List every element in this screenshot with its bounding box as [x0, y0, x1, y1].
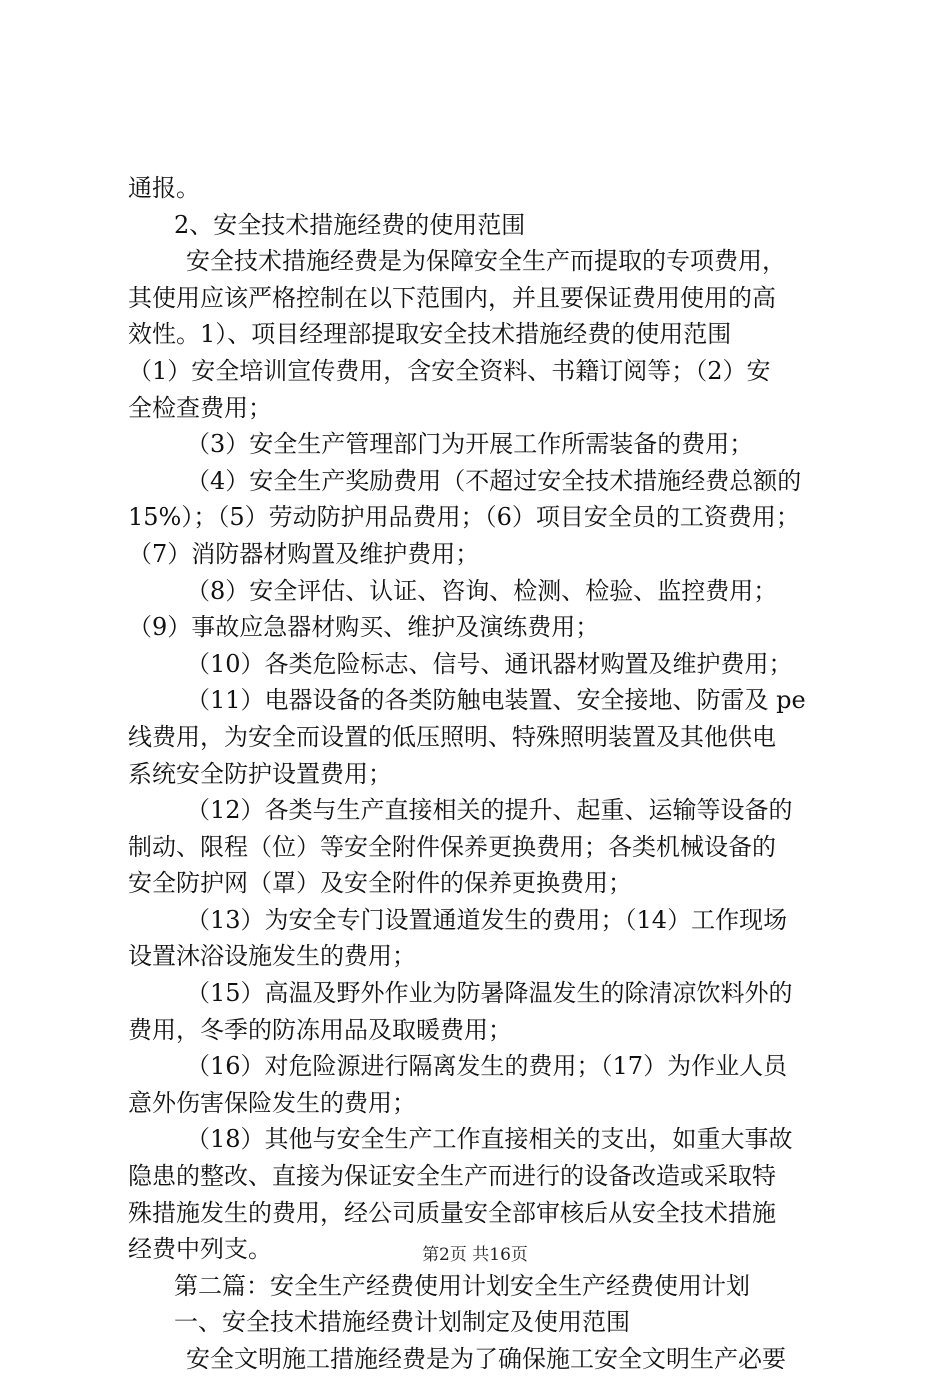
text-line: 经费中列支。 [128, 1235, 272, 1264]
text-line: 意外伤害保险发生的费用； [128, 1088, 416, 1117]
text-line: （1）安全培训宣传费用，含安全资料、书籍订阅等；（2）安 [128, 356, 771, 385]
text-line: 线费用，为安全而设置的低压照明、特殊照明装置及其他供电 [128, 722, 776, 751]
text-line: 15%）；（5）劳动防护用品费用；（6）项目安全员的工资费用； [128, 503, 800, 532]
text-line: 隐患的整改、直接为保证安全生产而进行的设备改造或采取特 [128, 1162, 776, 1191]
text-line: （15）高温及野外作业为防暑降温发生的除清凉饮料外的 [186, 979, 793, 1008]
text-line: 其使用应该严格控制在以下范围内，并且要保证费用使用的高 [128, 283, 776, 312]
text-line: 殊措施发生的费用，经公司质量安全部审核后从安全技术措施 [128, 1198, 776, 1227]
section-heading: 一、安全技术措施经费计划制定及使用范围 [174, 1308, 630, 1337]
text-line: （13）为安全专门设置通道发生的费用；（14）工作现场 [186, 905, 788, 934]
text-line: （7）消防器材购置及维护费用； [128, 539, 480, 568]
text-line: 费用，冬季的防冻用品及取暖费用； [128, 1015, 512, 1044]
document-body [128, 170, 838, 1378]
text-line: （10）各类危险标志、信号、通讯器材购置及维护费用； [186, 649, 793, 678]
text-line: 制动、限程（位）等安全附件保养更换费用；各类机械设备的 [128, 832, 776, 861]
text-line: （8）安全评估、认证、咨询、检测、检验、监控费用； [186, 576, 778, 605]
text-line: 安全防护网（罩）及安全附件的保养更换费用； [128, 869, 632, 898]
text-line: 通报。 [128, 174, 200, 202]
text-line: （16）对危险源进行隔离发生的费用；（17）为作业人员 [186, 1052, 788, 1081]
text-line: 全检查费用； [128, 393, 272, 422]
text-line: （11）电器设备的各类防触电装置、安全接地、防雷及 pe [186, 686, 806, 715]
text-line: 安全文明施工措施经费是为了确保施工安全文明生产必要 [186, 1345, 786, 1373]
text-line: 安全技术措施经费是为保障安全生产而提取的专项费用， [186, 247, 786, 276]
chapter-heading: 第二篇：安全生产经费使用计划安全生产经费使用计划 [174, 1271, 750, 1300]
page-number-footer: 第2页 共16页 [422, 1245, 528, 1265]
text-line: （9）事故应急器材购买、维护及演练费用； [128, 613, 600, 642]
text-line: （4）安全生产奖励费用（不超过安全技术措施经费总额的 [186, 466, 802, 495]
text-line: 设置沐浴设施发生的费用； [128, 942, 416, 971]
text-line: 系统安全防护设置费用； [128, 759, 392, 788]
text-line: （3）安全生产管理部门为开展工作所需装备的费用； [186, 430, 754, 459]
text-line: （12）各类与生产直接相关的提升、起重、运输等设备的 [186, 796, 793, 825]
text-line: （18）其他与安全生产工作直接相关的支出，如重大事故 [186, 1125, 793, 1154]
section-heading: 2、安全技术措施经费的使用范围 [174, 210, 526, 239]
text-line: 效性。1）、项目经理部提取安全技术措施经费的使用范围 [128, 320, 732, 349]
